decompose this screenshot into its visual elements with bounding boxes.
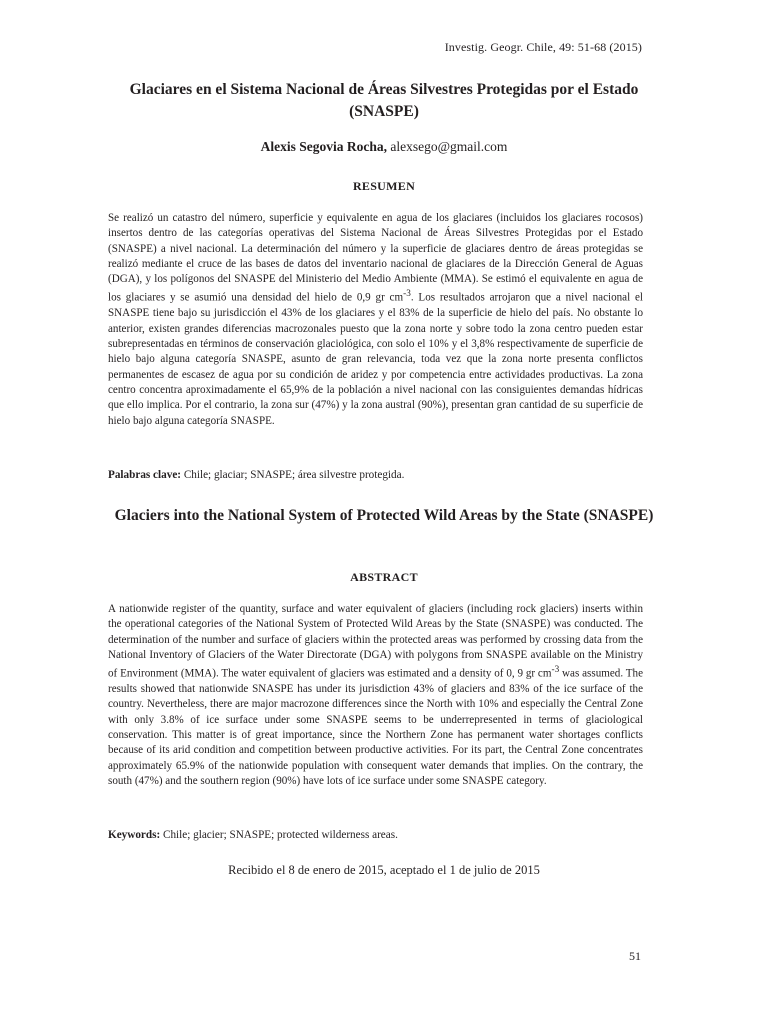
english-abstract-part-2: was assumed. The results showed that nationwide SNASPE has under its jurisdiction 43% of glaciers and 83% of the ice surface of the country. Nevertheless, there are major macrozone differences since the North with 10% and especially the Central Zone with only 3.8% of ice surface under some SNASPE seems to be underrepresented in terms of glaciological conservation. This matter is of great importance, since the Northern Zone has permanent water shortages conflicts because of its arid condition and competition between productive activities. For its part, the Central Zone concentrates approximately 65.9% of the nationwide population with consequent water demands that implies. On the contrary, the south (47%) and the southern region (90%) have lots of ice surface under some SNASPE category. (108, 667, 643, 787)
spanish-abstract-part-2: . Los resultados arrojaron que a nivel nacional el SNASPE tiene bajo su jurisdicción el 43% de los glaciares y el 83% de la superficie de hielo del país. No obstante lo anterior, existen grandes diferencias macrozonales puesto que la zona norte y sobre todo la zona centro pueden estar subrepresentadas en términos de conservación glaciológica, con solo el 10% y el 3,8% respectivamente de superficie de hielo bajo alguna categoría SNASPE, asunto de gran relevancia, toda vez que la zona norte presenta conflictos permanentes de escasez de agua por su condición de aridez y por competencia entre actividades productivas. La zona centro concentra aproximadamente el 65,9% de la población a nivel nacional con las consiguientes demandas hídricas que ello implica. Por el contrario, la zona sur (47%) y la zona austral (90%), presentan gran cantidad de su superficie de hielo bajo alguna categoría SNASPE. (108, 292, 643, 427)
spanish-keywords-label: Palabras clave: (108, 469, 182, 481)
resumen-heading: RESUMEN (352, 179, 416, 193)
abstract-heading: ABSTRACT (350, 570, 418, 584)
received-date-line: Recibido el 8 de enero de 2015, aceptado el 1 de julio de 2015 (228, 863, 540, 877)
english-abstract (108, 602, 643, 789)
spanish-abstract-part-1: Se realizó un catastro del número, superficie y equivalente en agua de los glaciares (incluidos los glaciares rocosos) insertos dentro de las categorías operativas del Sistema Nacional de Áreas Silvestres Protegidas por el Estado (SNASPE) a nivel nacional. La determinación del número y la superficie de glaciares dentro de áreas protegidas se realizó mediante el cruce de las bases de datos del inventario nacional de glaciares de la Dirección General de Aguas (DGA), y los polígonos del SNASPE del Ministerio del Medio Ambiente (MMA). Se estimó el equivalente en agua de los glaciares y se asumió una densidad del hielo de 0,9 gr cm (108, 212, 643, 305)
english-keywords-text: Chile; glacier; SNASPE; protected wilderness areas. (160, 829, 398, 841)
spanish-title: Glaciares en el Sistema Nacional de Áreas Silvestres Protegidas por el Estado (SNASPE) (129, 81, 639, 120)
author-name: Alexis Segovia Rocha, (260, 139, 387, 154)
running-head-citation: Investig. Geogr. Chile, 49: 51-68 (2015) (444, 40, 642, 54)
english-abstract-part-1: A nationwide register of the quantity, surface and water equivalent of glaciers (including rock glaciers) inserts within the operational categories of the National System of Protected Wild Areas by the State (SNASPE) was conducted. The determination of the number and surface of glaciers within the protected areas was performed by crossing data from the National Inventory of Glaciers of the Water Directorate (DGA) with polygons from SNASPE available on the Ministry of Environment (MMA). The water equivalent of glaciers was estimated and a density of 0, 9 gr cm (108, 603, 643, 680)
author-line (108, 139, 660, 155)
author-email: alexsego@gmail.com (386, 139, 508, 154)
english-title: Glaciers into the National System of Protected Wild Areas by the State (SNASPE) (114, 507, 654, 524)
spanish-abstract-exponent: -3 (403, 289, 411, 300)
english-abstract-exponent: -3 (551, 665, 560, 676)
page-number: 51 (629, 949, 641, 963)
english-keywords-label: Keywords: (108, 829, 161, 841)
spanish-keywords (108, 469, 643, 481)
spanish-abstract (108, 211, 643, 429)
english-keywords (108, 829, 643, 841)
spanish-keywords-text: Chile; glaciar; SNASPE; área silvestre protegida. (181, 469, 405, 481)
